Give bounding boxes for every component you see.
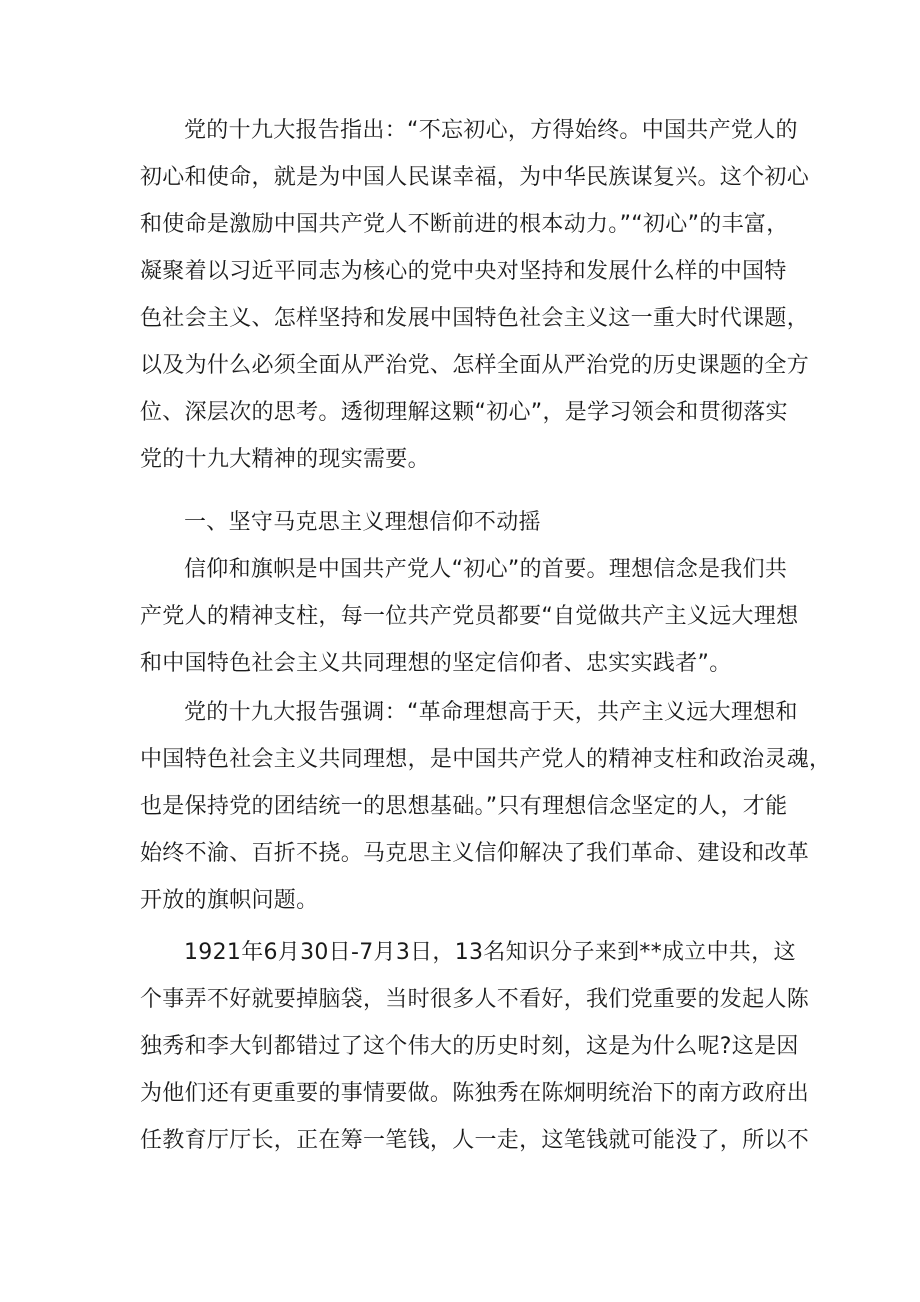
text-line: 独秀和李大钊都错过了这个伟大的历史时刻，这是为什么呢?这是因 — [140, 1034, 799, 1059]
text-line: 党的十九大精神的现实需要。 — [140, 447, 430, 472]
text-line: 信仰和旗帜是中国共产党人“初心”的首要。理想信念是我们共 — [184, 557, 788, 582]
text-line: 为他们还有更重要的事情要做。陈独秀在陈炯明统治下的南方政府出 — [140, 1081, 810, 1106]
text-line: 个事弄不好就要掉脑袋，当时很多人不看好，我们党重要的发起人陈 — [140, 987, 810, 1012]
text-line: 色社会主义、怎样坚持和发展中国特色社会主义这一重大时代课题， — [140, 306, 810, 331]
text-line: 党的十九大报告指出：“不忘初心，方得始终。中国共产党人的 — [184, 118, 798, 143]
paragraph-report — [140, 689, 832, 924]
paragraph-intro — [140, 107, 810, 483]
text-line: 也是保持党的团结统一的思想基础。”只有理想信念坚定的人，才能 — [140, 794, 788, 819]
text-line: 开放的旗帜问题。 — [140, 888, 319, 913]
text-line: 初心和使命，就是为中国人民谋幸福，为中华民族谋复兴。这个初心 — [140, 165, 810, 190]
text-line: 产党人的精神支柱，每一位共产党员都要“自觉做共产主义远大理想 — [140, 604, 799, 629]
text-line: 位、深层次的思考。透彻理解这颗“初心”，是学习领会和贯彻落实 — [140, 400, 788, 425]
text-line: 始终不渝、百折不挠。马克思主义信仰解决了我们革命、建设和改革 — [140, 841, 810, 866]
text-line: 和中国特色社会主义共同理想的坚定信仰者、忠实实践者”。 — [140, 651, 732, 676]
text-line: 中国特色社会主义共同理想，是中国共产党人的精神支柱和政治灵魂， — [140, 747, 832, 772]
text-line: 以及为什么必须全面从严治党、怎样全面从严治党的历史课题的全方 — [140, 353, 810, 378]
text-line: 任教育厅厅长，正在筹一笔钱，人一走，这笔钱就可能没了，所以不 — [140, 1128, 810, 1153]
paragraph-belief — [140, 546, 800, 687]
heading-line: 一、坚守马克思主义理想信仰不动摇 — [184, 510, 541, 535]
text-line: 1921年6月30日-7月3日，13名知识分子来到**成立中共，这 — [184, 940, 796, 965]
text-line: 党的十九大报告强调：“革命理想高于天，共产主义远大理想和 — [184, 700, 798, 725]
text-line: 和使命是激励中国共产党人不断前进的根本动力。”“初心”的丰富， — [140, 212, 789, 237]
section-heading — [140, 499, 800, 546]
paragraph-history — [140, 929, 810, 1164]
text-line: 凝聚着以习近平同志为核心的党中央对坚持和发展什么样的中国特 — [140, 259, 787, 284]
